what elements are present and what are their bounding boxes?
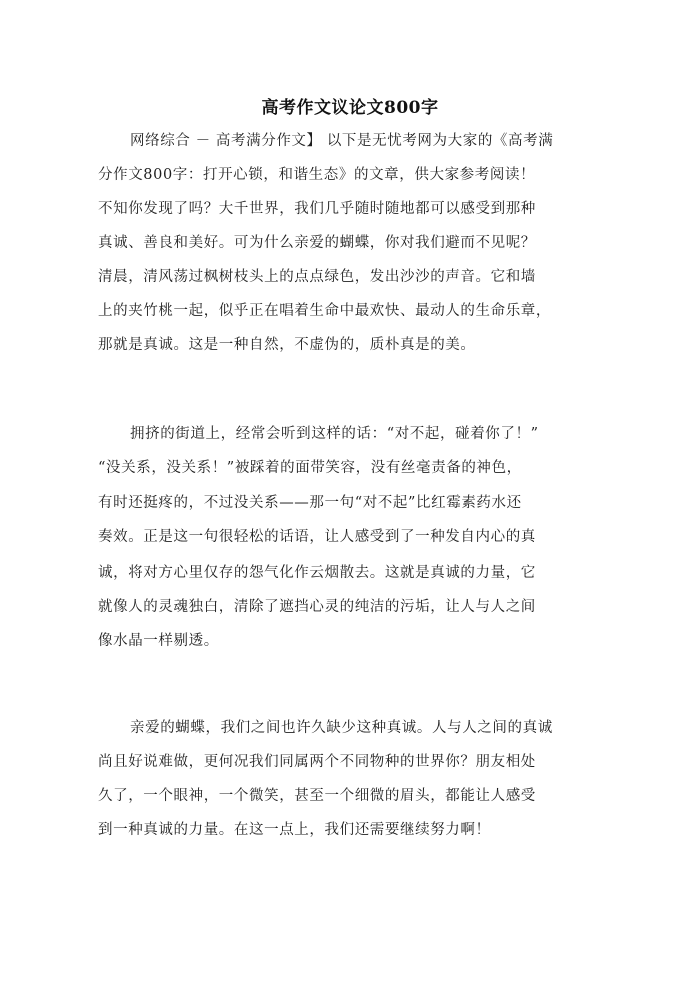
paragraph-line: 拥挤的街道上，经常会听到这样的话：“对不起，碰着你了！” <box>130 426 539 442</box>
paragraph-line: 就像人的灵魂独白，清除了遮挡心灵的纯洁的污垢，让人与人之间 <box>98 599 536 615</box>
paragraph-line: 到一种真诚的力量。在这一点上，我们还需要继续努力啊！ <box>98 822 491 838</box>
paragraph-line: 亲爱的蝴蝶，我们之间也许久缺少这种真诚。人与人之间的真诚 <box>130 720 553 736</box>
paragraph-line: 尚且好说难做，更何况我们同属两个不同物种的世界你？朋友相处 <box>98 754 536 770</box>
paragraph-line: 真诚、善良和美好。可为什么亲爱的蝴蝶，你对我们避而不见呢？ <box>98 235 536 251</box>
paragraph-line: 网络综合 － 高考满分作文】 以下是无忧考网为大家的《高考满 <box>130 133 554 149</box>
paragraph-line: 像水晶一样剔透。 <box>98 633 219 649</box>
paragraph-line: 清晨，清风荡过枫树枝头上的点点绿色，发出沙沙的声音。它和墙 <box>98 269 536 285</box>
paragraph-line: 有时还挺疼的，不过没关系——那一句“对不起”比红霉素药水还 <box>98 495 522 511</box>
paragraph-line: “没关系，没关系！”被踩着的面带笑容，没有丝毫责备的神色， <box>98 460 522 476</box>
paragraph-line: 奏效。正是这一句很轻松的话语，让人感受到了一种发自内心的真 <box>98 529 536 545</box>
paragraph-line: 诚，将对方心里仅存的怨气化作云烟散去。这就是真诚的力量，它 <box>98 565 536 581</box>
paragraph-line: 久了，一个眼神，一个微笑，甚至一个细微的眉头，都能让人感受 <box>98 788 536 804</box>
paragraph-line: 分作文800字：打开心锁，和谐生态》的文章，供大家参考阅读！ <box>98 167 536 183</box>
paragraph-line: 不知你发现了吗？大千世界，我们几乎随时随地都可以感受到那种 <box>98 201 536 217</box>
document-title: 高考作文议论文800字 <box>261 98 439 118</box>
paragraph-line: 那就是真诚。这是一种自然，不虚伪的，质朴真是的美。 <box>98 337 476 353</box>
paragraph-line: 上的夹竹桃一起，似乎正在唱着生命中最欢快、最动人的生命乐章， <box>98 303 551 319</box>
